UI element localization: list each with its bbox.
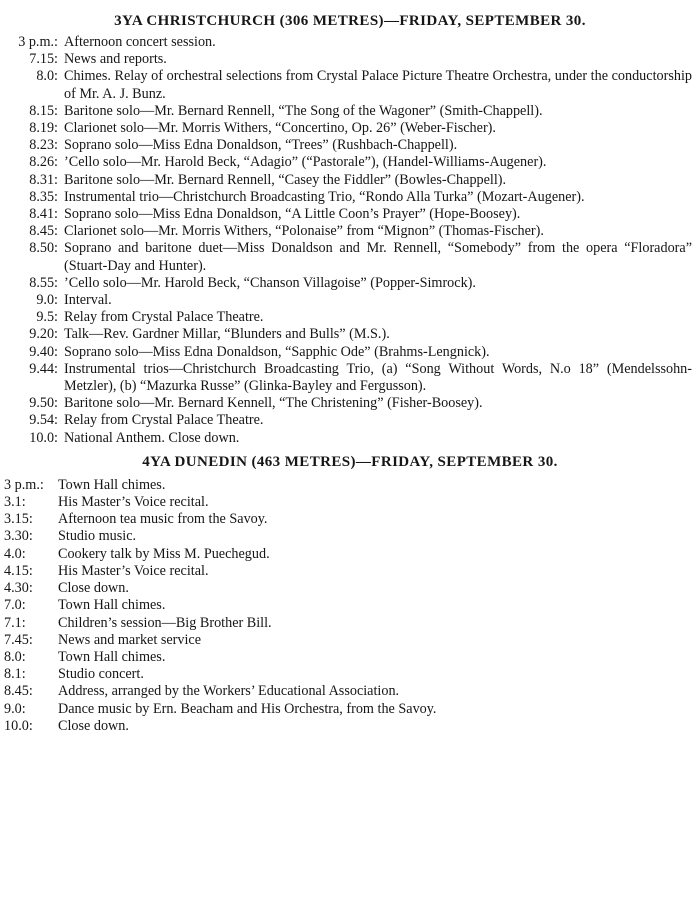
entry-time: 8.0: — [4, 648, 26, 665]
section-4ya-dunedin — [0, 447, 700, 735]
programme-entry — [2, 240, 700, 274]
entry-text: National Anthem. Close down. — [64, 429, 240, 446]
entry-time: 3 p.m.: — [4, 476, 44, 493]
entry-text: Soprano and baritone duet—Miss Donaldson and Mr. Rennell, “Somebody” from the opera “Floradora” (Stuart-Day and Hunter). — [64, 240, 692, 274]
programme-entry — [0, 597, 700, 614]
entry-text: Interval. — [64, 292, 112, 309]
entry-time: 3.15: — [4, 511, 33, 528]
programme-entry — [0, 718, 700, 735]
entry-text: Close down. — [58, 717, 129, 734]
entry-text: News and market service — [58, 631, 201, 648]
entry-text: Studio concert. — [58, 666, 144, 683]
entry-time: 8.23: — [29, 137, 58, 154]
programme-entry — [2, 206, 700, 223]
entry-time: 3 p.m.: — [18, 34, 58, 50]
programme-entry — [2, 172, 700, 189]
entry-time: 9.44: — [29, 360, 58, 377]
programme-entry — [2, 412, 700, 429]
programme-entry — [2, 68, 700, 102]
entry-text: Town Hall chimes. — [58, 648, 166, 665]
programme-entry — [0, 632, 700, 649]
programme-entry — [2, 34, 700, 51]
entry-text: Close down. — [58, 580, 129, 597]
entry-time: 8.41: — [29, 206, 58, 223]
programme-entry — [2, 292, 700, 309]
entry-text: Instrumental trio—Christchurch Broadcasting Trio, “Rondo Alla Turka” (Mozart-Augener). — [64, 188, 585, 205]
programme-entry — [2, 154, 700, 171]
entry-text: Soprano solo—Miss Edna Donaldson, “A Little Coon’s Prayer” (Hope-Boosey). — [64, 206, 521, 223]
entry-time: 8.26: — [29, 154, 58, 171]
programme-entry — [0, 528, 700, 545]
programme-entry — [2, 120, 700, 137]
entry-text: Town Hall chimes. — [58, 476, 166, 493]
programme-entry — [2, 275, 700, 292]
programme-entry — [0, 511, 700, 528]
programme-entry — [2, 309, 700, 326]
entry-text: Clarionet solo—Mr. Morris Withers, “Concertino, Op. 26” (Weber-Fischer). — [64, 120, 496, 137]
entry-time: 8.45: — [4, 683, 33, 700]
programme-entry — [0, 494, 700, 511]
entry-text: His Master’s Voice recital. — [58, 562, 209, 579]
entry-time: 9.5: — [36, 309, 58, 326]
entry-text: Town Hall chimes. — [58, 597, 166, 614]
entry-time: 8.1: — [4, 666, 26, 683]
programme-entry — [2, 430, 700, 447]
section-3ya-christchurch — [0, 0, 700, 447]
entry-time: 8.50: — [29, 240, 58, 257]
entry-time: 9.0: — [36, 292, 58, 309]
entry-time: 9.50: — [29, 395, 58, 412]
entry-text: Soprano solo—Miss Edna Donaldson, “Sapphic Ode” (Brahms-Lengnick). — [64, 343, 490, 360]
entry-text: Talk—Rev. Gardner Millar, “Blunders and Bulls” (M.S.). — [64, 326, 390, 343]
entry-text: ’Cello solo—Mr. Harold Beck, “Adagio” (“Pastorale”), (Handel-Williams-Augener). — [64, 154, 547, 171]
programme-entry — [2, 189, 700, 206]
entry-time: 7.45: — [4, 631, 33, 648]
programme-entry — [0, 701, 700, 718]
programme-entry — [0, 615, 700, 632]
entry-time: 7.15: — [29, 51, 58, 68]
programme-entry — [0, 563, 700, 580]
entry-time: 8.55: — [29, 274, 58, 291]
entry-time: 3.30: — [4, 528, 33, 545]
entry-text: Afternoon tea music from the Savoy. — [58, 511, 268, 528]
entry-time: 8.15: — [29, 102, 58, 119]
programme-entry — [2, 223, 700, 240]
programme-entry — [2, 395, 700, 412]
entry-text: Clarionet solo—Mr. Morris Withers, “Polonaise” from “Mignon” (Thomas-Fischer). — [64, 223, 544, 240]
programme-entry — [2, 137, 700, 154]
entry-time: 8.19: — [29, 120, 58, 137]
programme-entry — [0, 546, 700, 563]
entry-time: 8.0: — [36, 68, 58, 85]
programme-list — [0, 34, 700, 447]
section-heading: 4YA DUNEDIN (463 METRES)—FRIDAY, SEPTEMBER 30. — [142, 453, 558, 470]
programme-entry — [0, 683, 700, 700]
entry-text: Afternoon concert session. — [64, 34, 216, 50]
entry-text: Chimes. Relay of orchestral selections from Crystal Palace Picture Theatre Orchestra, under the conductorship of Mr. A. J. Bunz. — [64, 68, 692, 102]
entry-time: 7.0: — [4, 597, 26, 614]
entry-text: Studio music. — [58, 528, 137, 545]
entry-text: News and reports. — [64, 51, 167, 68]
entry-text: Baritone solo—Mr. Bernard Rennell, “Casey the Fiddler” (Bowles-Chappell). — [64, 171, 507, 188]
programme-entry — [0, 666, 700, 683]
programme-entry — [0, 649, 700, 666]
programme-entry — [0, 477, 700, 494]
entry-time: 8.45: — [29, 223, 58, 240]
entry-text: Dance music by Ern. Beacham and His Orchestra, from the Savoy. — [58, 700, 437, 717]
entry-time: 8.31: — [29, 171, 58, 188]
entry-text: His Master’s Voice recital. — [58, 494, 209, 511]
entry-text: Children’s session—Big Brother Bill. — [58, 614, 272, 631]
entry-text: Relay from Crystal Palace Theatre. — [64, 412, 264, 429]
entry-time: 9.40: — [29, 343, 58, 360]
programme-entry — [2, 344, 700, 361]
programme-entry — [2, 51, 700, 68]
entry-time: 4.15: — [4, 562, 33, 579]
entry-text: Cookery talk by Miss M. Puechegud. — [58, 545, 270, 562]
entry-time: 9.20: — [29, 326, 58, 343]
entry-text: Instrumental trios—Christchurch Broadcasting Trio, (a) “Song Without Words, N.o 18” (Mendelssohn-Metzler), (b) “Mazurka Russe” (Glinka-Bayley and Fergusson). — [64, 360, 692, 395]
entry-time: 8.35: — [29, 188, 58, 205]
entry-text: ’Cello solo—Mr. Harold Beck, “Chanson Villagoise” (Popper-Simrock). — [64, 274, 476, 291]
entry-text: Baritone solo—Mr. Bernard Kennell, “The Christening” (Fisher-Boosey). — [64, 395, 483, 412]
entry-time: 10.0: — [4, 717, 33, 734]
programme-entry — [2, 361, 700, 395]
entry-text: Soprano solo—Miss Edna Donaldson, “Trees” (Rushbach-Chappell). — [64, 137, 458, 154]
programme-list — [0, 477, 700, 735]
programme-entry — [2, 326, 700, 343]
entry-time: 4.30: — [4, 580, 33, 597]
entry-text: Address, arranged by the Workers’ Educational Association. — [58, 683, 400, 700]
entry-time: 4.0: — [4, 545, 26, 562]
entry-time: 9.0: — [4, 700, 26, 717]
entry-text: Baritone solo—Mr. Bernard Rennell, “The Song of the Wagoner” (Smith-Chappell). — [64, 102, 543, 119]
section-heading: 3YA CHRISTCHURCH (306 METRES)—FRIDAY, SEPTEMBER 30. — [114, 13, 586, 29]
entry-time: 9.54: — [29, 412, 58, 429]
programme-entry — [0, 580, 700, 597]
entry-time: 7.1: — [4, 614, 26, 631]
programme-entry — [2, 103, 700, 120]
entry-time: 10.0: — [29, 429, 58, 446]
entry-text: Relay from Crystal Palace Theatre. — [64, 309, 264, 326]
entry-time: 3.1: — [4, 494, 26, 511]
